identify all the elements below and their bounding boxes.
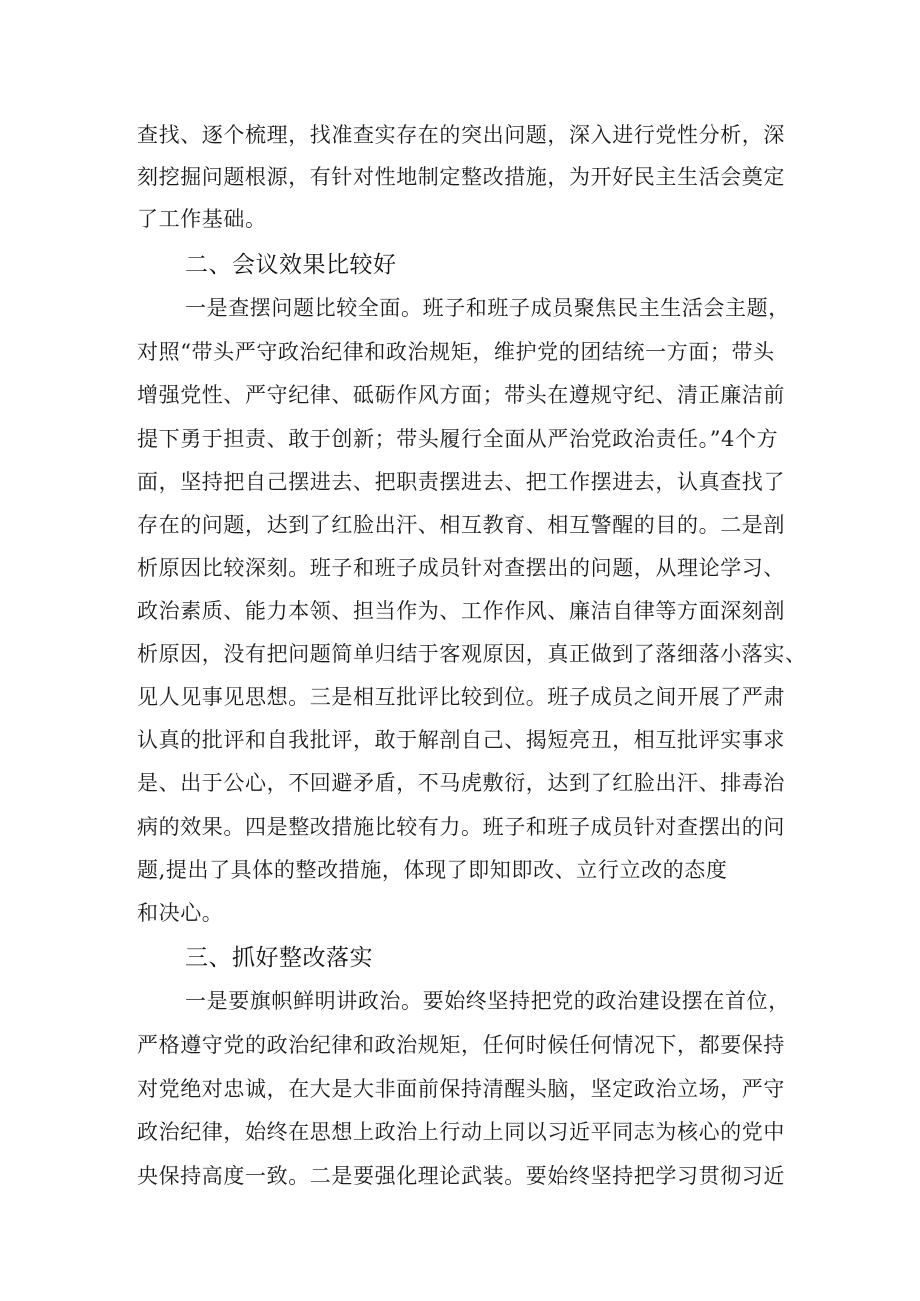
section3-line-4: 政治纪律，始终在思想上政治上行动上同以习近平同志为核心的党中	[137, 1120, 785, 1144]
section3-line-2: 严格遵守党的政治纪律和政治规矩，任何时候任何情况下，都要保持	[137, 1033, 785, 1057]
section-heading-3: 三、抓好整改落实	[185, 945, 373, 971]
section2-line-6: 存在的问题，达到了红脸出汗、相互教育、相互警醒的目的。二是剖	[137, 513, 785, 537]
section2-line-1: 一是查摆问题比较全面。班子和班子成员聚焦民主生活会主题，	[185, 296, 790, 320]
section2-line-14: 题,提出了具体的整改措施，体现了即知即改、立行立改的态度	[137, 858, 728, 882]
section2-line-5: 面，坚持把自己摆进去、把职责摆进去、把工作摆进去，认真查找了	[137, 470, 785, 494]
section2-line-9: 析原因，没有把问题简单归结于客观原因，真正做到了落细落小落实、	[137, 642, 807, 666]
section2-line-12: 是、出于公心，不回避矛盾，不马虎敷衍，达到了红脸出汗、排毒治	[137, 771, 785, 795]
intro-line-1: 查找、逐个梳理，找准查实存在的突出问题，深入进行党性分析，深	[137, 123, 785, 147]
section2-line-13: 病的效果。四是整改措施比较有力。班子和班子成员针对查摆出的问	[137, 815, 785, 839]
section3-line-3: 对党绝对忠诚，在大是大非面前保持清醒头脑，坚定政治立场，严守	[137, 1077, 785, 1101]
intro-line-3: 了工作基础。	[137, 207, 267, 231]
section2-line-4: 提下勇于担责、敢于创新；带头履行全面从严治党政治责任。”4个方	[137, 427, 779, 451]
section2-line-11: 认真的批评和自我批评，敢于解剖自己、揭短亮丑，相互批评实事求	[137, 728, 785, 752]
section2-line-15: 和决心。	[137, 901, 224, 925]
section2-line-2: 对照“带头严守政治纪律和政治规矩，维护党的团结统一方面；带头	[137, 340, 775, 364]
intro-line-2: 刻挖掘问题根源，有针对性地制定整改措施，为开好民主生活会奠定	[137, 165, 785, 189]
section2-line-7: 析原因比较深刻。班子和班子成员针对查摆出的问题，从理论学习、	[137, 556, 785, 580]
section2-line-3: 增强党性、严守纪律、砥砺作风方面；带头在遵规守纪、清正廉洁前	[137, 383, 785, 407]
section3-line-5: 央保持高度一致。二是要强化理论武装。要始终坚持把学习贯彻习近	[137, 1164, 785, 1188]
section3-line-1: 一是要旗帜鲜明讲政治。要始终坚持把党的政治建设摆在首位，	[185, 989, 790, 1013]
section2-line-10: 见人见事见思想。三是相互批评比较到位。班子成员之间开展了严肃	[137, 685, 785, 709]
section2-line-8: 政治素质、能力本领、担当作为、工作作风、廉洁自律等方面深刻剖	[137, 599, 785, 623]
section-heading-2: 二、会议效果比较好	[185, 252, 397, 278]
